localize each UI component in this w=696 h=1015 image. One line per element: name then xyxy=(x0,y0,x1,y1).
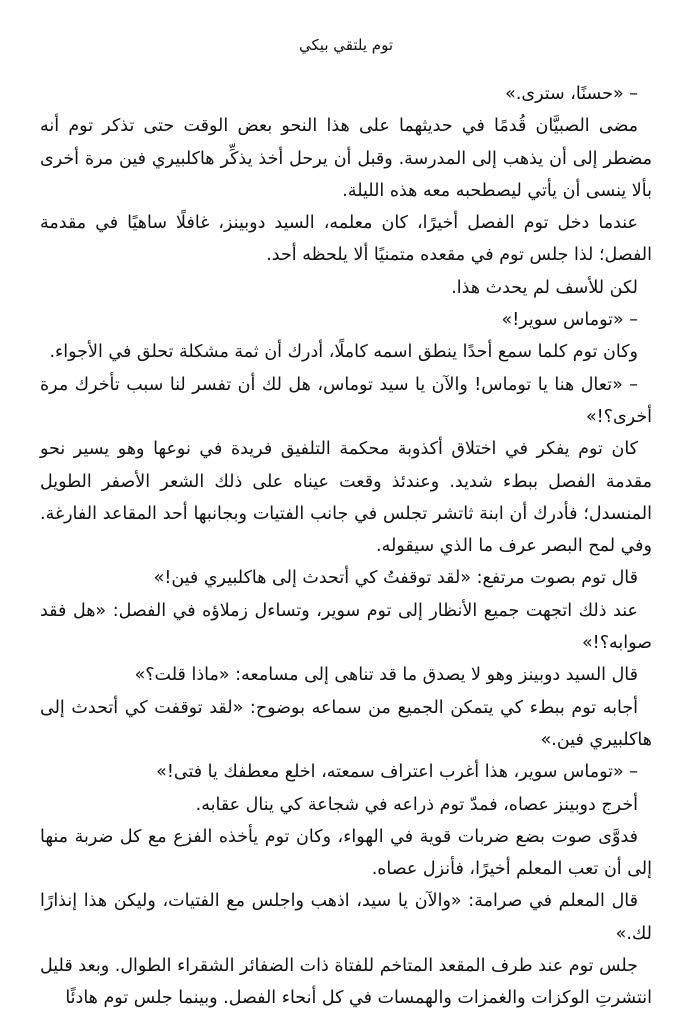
paragraph: – «تعال هنا يا توماس! والآن يا سيد توماس، هل لك أن تفسر لنا سبب تأخرك مرة أخرى؟!» xyxy=(40,374,652,427)
paragraph: قال السيد دوبينز وهو لا يصدق ما قد تناهى إلى مسامعه: «ماذا قلت؟» xyxy=(134,665,638,686)
paragraph: أخرج دوبينز عصاه، فمدّ توم ذراعه في شجاعة كي ينال عقابه. xyxy=(195,794,638,815)
paragraph: قال المعلم في صرامة: «والآن يا سيد، اذهب واجلس مع الفتيات، وليكن هذا إنذارًا لك.» xyxy=(40,891,652,944)
paragraph: جلس توم عند طرف المقعد المتاخم للفتاة ذات الضفائر الشقراء الطوال. وبعد قليل انتشرتِ الوكزات والغمزات والهمسات في كل أنحاء الفصل. وبينما جلس توم هادئًا xyxy=(40,956,652,1009)
paragraph: وكان توم كلما سمع أحدًا ينطق اسمه كاملًا، أدرك أن ثمة مشكلة تحلق في الأجواء. xyxy=(49,342,638,363)
paragraph: عند ذلك اتجهت جميع الأنظار إلى توم سوير، وتساءل زملاؤه في الفصل: «هل فقد صوابه؟!» xyxy=(40,600,652,654)
paragraph: عندما دخل توم الفصل أخيرًا، كان معلمه، السيد دوبينز، غافلًا ساهيًا في مقدمة الفصل؛ لذا جلس توم في مقعده متمنيًا ألا يلحظه أحد. xyxy=(40,213,652,266)
paragraph: لكن للأسف لم يحدث هذا. xyxy=(451,277,638,298)
paragraph: قال توم بصوت مرتفع: «لقد توقفتُ كي أتحدث إلى هاكلبيري فين!» xyxy=(153,568,638,589)
paragraph: فدوَّى صوت بضع ضربات قوية في الهواء، وكان توم يأخذه الفزع مع كل ضربة منها إلى أن تعب المعلم أخيرًا، فأنزل عصاه. xyxy=(40,826,652,880)
paragraph: – «توماس سوير!» xyxy=(501,310,638,331)
paragraph: أجابه توم ببطء كي يتمكن الجميع من سماعه بوضوح: «لقد توقفت كي أتحدث إلى هاكلبيري فين.» xyxy=(40,697,652,750)
running-header: توم يلتقي بيكي xyxy=(299,36,393,54)
paragraph: مضى الصبيَّان قُدمًا في حديثهما على هذا النحو بعض الوقت حتى تذكر توم أنه مضطر إلى أن يذهب إلى المدرسة. وقبل أن يرحل أخذ يذكِّر هاكلبيري فين مرة أخرى بألا ينسى أن يأتي ليصطحبه معه هذه الليلة. xyxy=(40,116,652,201)
paragraph: – «توماس سوير، هذا أغرب اعتراف سمعته، اخلع معطفك يا فتى!» xyxy=(156,762,638,783)
page-body xyxy=(40,78,652,1015)
paragraph: – «حسنًا، سترى.» xyxy=(505,84,638,104)
paragraph: كان توم يفكر في اختلاق أكذوبة محكمة التلفيق فريدة في نوعها وهو يسير نحو مقدمة الفصل ببطء شديد. وعندئذ وقعت عيناه على ذلك الشعر الأصفر الطويل المنسدل؛ فأدرك أن ابنة ثاتشر تجلس في جانب الفتيات وبجانبها أحد المقاعد الفارغة. وفي لمح البصر عرف ما الذي سيقوله. xyxy=(40,439,652,557)
